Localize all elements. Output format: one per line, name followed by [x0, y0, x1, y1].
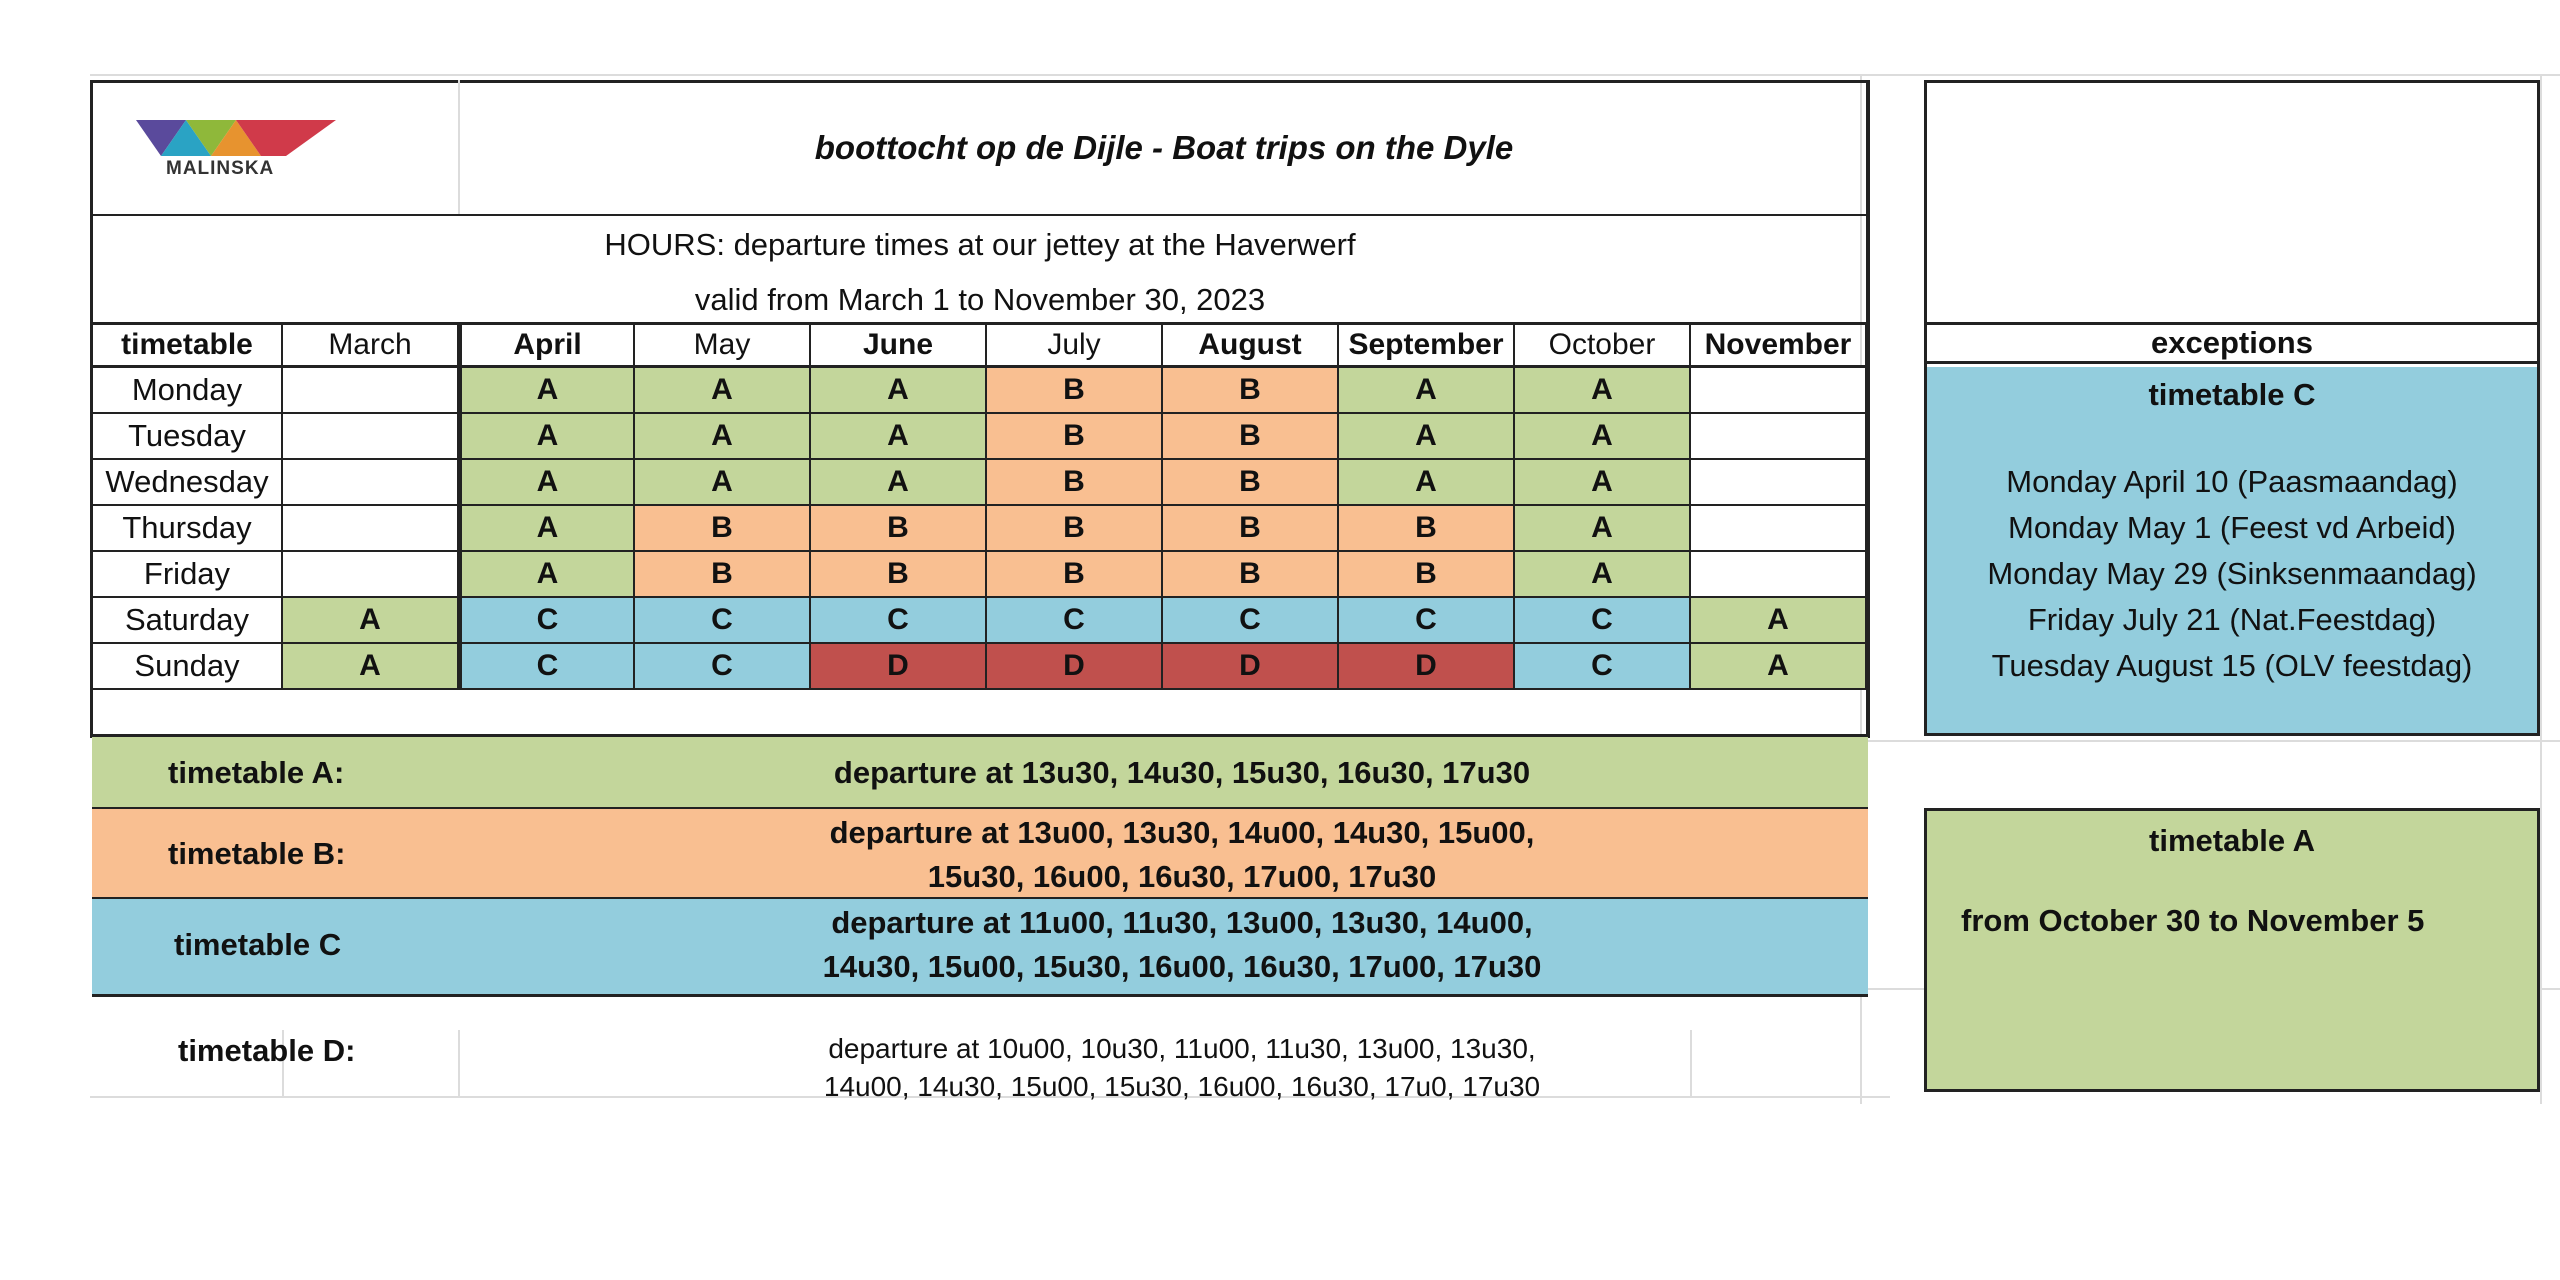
timetable-cell: A: [1339, 460, 1515, 506]
timetable-cell: [283, 552, 459, 598]
timetable-cell: [1691, 552, 1867, 598]
logo-text: MALINSKA: [166, 158, 275, 179]
timetable-cell: A: [811, 414, 987, 460]
timetable-cell: A: [459, 368, 635, 414]
timetable-cell: [283, 368, 459, 414]
timetable-cell: C: [459, 598, 635, 644]
timetable-cell: A: [459, 552, 635, 598]
timetable-cell: A: [635, 460, 811, 506]
exception-item: Monday April 10 (Paasmaandag): [2006, 464, 2458, 499]
timetable-a-times: departure at 13u30, 14u30, 15u30, 16u30, 17u30: [833, 755, 1531, 790]
timetable-c-times: [572, 901, 1792, 989]
timetable-cell: A: [1515, 552, 1691, 598]
timetable-cell: B: [1163, 460, 1339, 506]
exceptions-a-text: from October 30 to November 5: [1961, 903, 2425, 938]
timetable-cell: B: [1339, 506, 1515, 552]
timetable-d-line2: 14u00, 14u30, 15u00, 15u30, 16u00, 16u30, 17u0, 17u30: [823, 1071, 1541, 1102]
month-header: September: [1339, 325, 1515, 367]
timetable-cell: B: [1163, 506, 1339, 552]
month-header: July: [987, 325, 1163, 367]
validity-text: valid from March 1 to November 30, 2023: [694, 282, 1266, 317]
exceptions-c-box: [1927, 367, 2537, 733]
timetable-cell: D: [987, 644, 1163, 690]
timetable-cell: C: [1163, 598, 1339, 644]
timetable-cell: A: [459, 506, 635, 552]
timetable-cell: A: [1691, 644, 1867, 690]
timetable-cell: C: [459, 644, 635, 690]
timetable-cell: D: [811, 644, 987, 690]
day-label: Thursday: [93, 506, 283, 552]
logo-icon: [136, 118, 336, 162]
timetable-cell: A: [1515, 368, 1691, 414]
timetable-c-line2: 14u30, 15u00, 15u30, 16u00, 16u30, 17u00, 17u30: [822, 949, 1542, 984]
timetable-cell: D: [1339, 644, 1515, 690]
timetable-cell: [1691, 506, 1867, 552]
timetable-cell: [283, 414, 459, 460]
exceptions-a-title: timetable A: [2149, 823, 2315, 858]
timetable-a-band: [92, 737, 1868, 809]
timetable-a-label: timetable A:: [168, 755, 345, 790]
timetable-cell: A: [1515, 414, 1691, 460]
timetable-cell: C: [811, 598, 987, 644]
timetable-c-band: [92, 899, 1868, 997]
month-header: August: [1163, 325, 1339, 367]
timetable-cell: D: [1163, 644, 1339, 690]
day-label: Friday: [93, 552, 283, 598]
timetable-cell: B: [987, 506, 1163, 552]
timetable-cell: C: [635, 598, 811, 644]
timetable-cell: A: [1515, 506, 1691, 552]
timetable-cell: C: [1515, 644, 1691, 690]
timetable-cell: B: [1163, 368, 1339, 414]
timetable-d-band: [92, 1020, 1868, 1104]
timetable-cell: B: [987, 460, 1163, 506]
timetable-cell: C: [1515, 598, 1691, 644]
day-label: Tuesday: [93, 414, 283, 460]
timetable-c-line1: departure at 11u00, 11u30, 13u00, 13u30, 14u00,: [831, 905, 1533, 940]
logo: [136, 118, 336, 184]
timetable-cell: [1691, 460, 1867, 506]
timetable-cell: A: [635, 414, 811, 460]
day-label: Wednesday: [93, 460, 283, 506]
month-header: April: [459, 325, 635, 367]
timetable-cell: B: [635, 552, 811, 598]
timetable-cell: [1691, 414, 1867, 460]
timetable-cell: A: [1339, 414, 1515, 460]
exception-item: Tuesday August 15 (OLV feestdag): [1991, 648, 2473, 683]
month-header: March: [283, 325, 459, 367]
timetable-b-line2: 15u30, 16u00, 16u30, 17u00, 17u30: [927, 859, 1437, 894]
timetable-cell: A: [1691, 598, 1867, 644]
timetable-cell: B: [987, 368, 1163, 414]
day-label: Saturday: [93, 598, 283, 644]
page-title: boottocht op de Dijle - Boat trips on the Dyle: [814, 129, 1514, 166]
exceptions-a-box: [1924, 808, 2540, 1092]
timetable-b-band: [92, 809, 1868, 899]
hours-heading: HOURS: departure times at our jettey at the Haverwerf: [604, 227, 1356, 262]
exception-item: Monday May 29 (Sinksenmaandag): [1987, 556, 2477, 591]
timetable-cell: A: [811, 460, 987, 506]
timetable-cell: A: [459, 414, 635, 460]
timetable-cell: A: [283, 598, 459, 644]
timetable-cell: B: [987, 552, 1163, 598]
timetable-d-times: [572, 1030, 1792, 1106]
timetable-cell: A: [283, 644, 459, 690]
timetable-cell: B: [1163, 414, 1339, 460]
table-corner-header: timetable: [93, 325, 283, 367]
exceptions-c-list: [1927, 459, 2537, 689]
timetable-c-label: timetable C: [174, 927, 342, 962]
timetable-cell: [283, 506, 459, 552]
timetable-cell: C: [987, 598, 1163, 644]
timetable-cell: B: [811, 506, 987, 552]
month-header: October: [1515, 325, 1691, 367]
exceptions-c-title: timetable C: [2148, 377, 2316, 412]
exception-item: Monday May 1 (Feest vd Arbeid): [2008, 510, 2456, 545]
timetable-cell: A: [1515, 460, 1691, 506]
timetable-b-label: timetable B:: [168, 836, 346, 871]
timetable-cell: A: [811, 368, 987, 414]
timetable-cell: C: [635, 644, 811, 690]
timetable-cell: A: [1339, 368, 1515, 414]
timetable-b-line1: departure at 13u00, 13u30, 14u00, 14u30, 15u00,: [829, 815, 1535, 850]
month-header: May: [635, 325, 811, 367]
timetable-cell: B: [811, 552, 987, 598]
timetable-cell: [1691, 368, 1867, 414]
timetable-cell: B: [635, 506, 811, 552]
timetable-b-times: [572, 811, 1792, 899]
timetable-cell: C: [1339, 598, 1515, 644]
timetable-d-label: timetable D:: [178, 1033, 356, 1068]
month-header: June: [811, 325, 987, 367]
day-label: Monday: [93, 368, 283, 414]
timetable-cell: [283, 460, 459, 506]
timetable-d-line1: departure at 10u00, 10u30, 11u00, 11u30, 13u00, 13u30,: [828, 1033, 1536, 1064]
month-header: November: [1691, 325, 1867, 367]
timetable-cell: A: [459, 460, 635, 506]
exceptions-header: exceptions: [1927, 322, 2537, 364]
timetable-cell: B: [1163, 552, 1339, 598]
exception-item: Friday July 21 (Nat.Feestdag): [2027, 602, 2437, 637]
timetable-cell: B: [987, 414, 1163, 460]
timetable-cell: A: [635, 368, 811, 414]
day-label: Sunday: [93, 644, 283, 690]
timetable-cell: B: [1339, 552, 1515, 598]
